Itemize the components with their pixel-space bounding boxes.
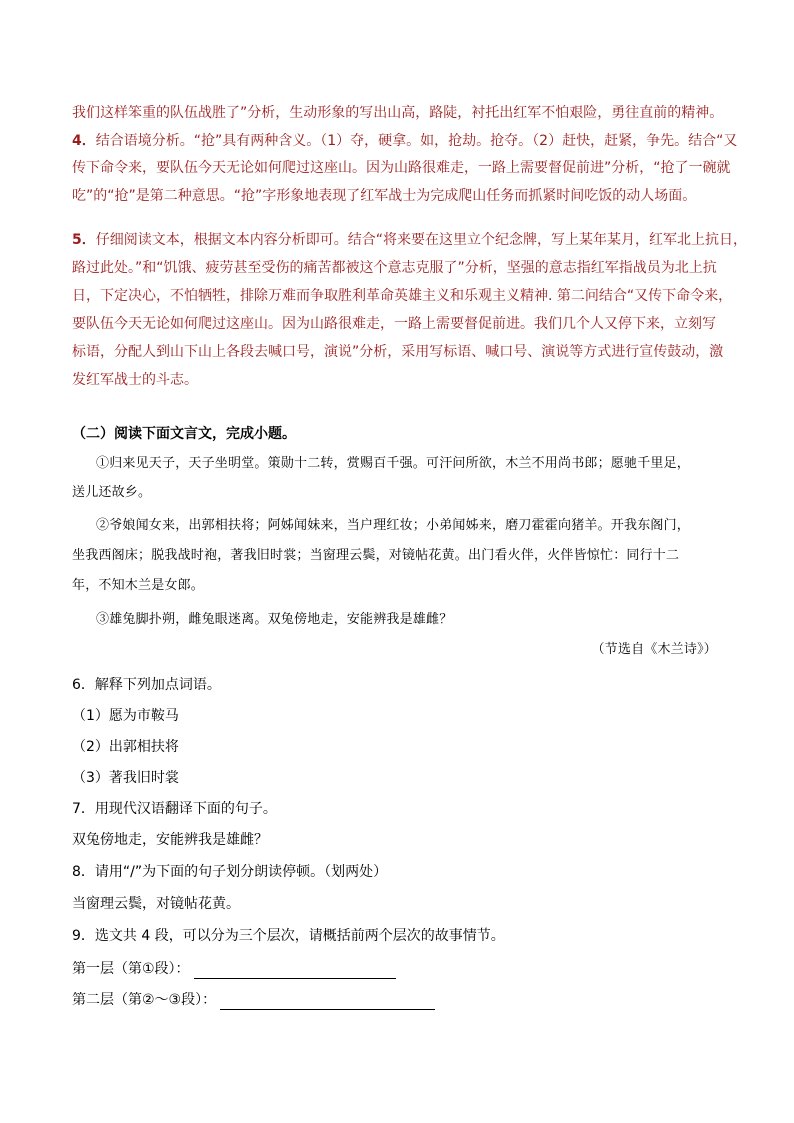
answer-4-line-2: 传下命令来，要队伍今天无论如何爬过这座山。因为山路很难走，一路上需要督促前进”分析，“抢了一碗就 [72, 160, 731, 176]
answer-number: 4． [72, 133, 96, 149]
section-heading: （二）阅读下面文言文，完成小题。 [72, 426, 296, 442]
answer-5-line-2: 路过此处。”和“饥饿、疲劳甚至受伤的痛苦都被这个意志克服了”分析，坚强的意志指红军指战员为北上抗 [72, 260, 717, 276]
question-7: 7．用现代汉语翻译下面的句子。 [72, 801, 277, 817]
question-6-item-1: （1）愿为市鞍马 [72, 708, 179, 724]
question-6: 6．解释下列加点词语。 [72, 677, 221, 693]
passage-para-2-line-3: 年，不知木兰是女郎。 [72, 578, 205, 593]
answer-row-1 [72, 959, 722, 979]
answer-4-line-1 [72, 131, 738, 151]
question-8-sentence: 当窗理云鬓，对镜帖花黄。 [72, 896, 240, 912]
answer-5-line-6: 发红军战士的斗志。 [72, 372, 198, 388]
passage-para-2-line-2: 坐我西阁床；脱我战时袍，著我旧时裳；当窗理云鬓，对镜帖花黄。出门看火伴，火伴皆惊忙：同行十二 [72, 548, 680, 563]
answer-4-line-3: 吃”的“抢”是第二种意思。“抢”字形象地表现了红军战士为完成爬山任务而抓紧时间吃饭的动人场面。 [72, 188, 697, 204]
passage-para-1-line-2: 送儿还故乡。 [72, 485, 152, 500]
question-6-item-3: （3）著我旧时裳 [72, 770, 179, 786]
passage-para-2-line-1: ②爷娘闻女来，出郭相扶将；阿姊闻妹来，当户理红妆；小弟闻姊来，磨刀霍霍向猪羊。开我东阁门， [96, 518, 691, 533]
question-7-sentence: 双兔傍地走，安能辨我是雄雌？ [72, 832, 268, 848]
analysis-line: 我们这样笨重的队伍战胜了”分析，生动形象的写出山高，路陡，衬托出红军不怕艰险，勇往直前的精神。 [72, 105, 724, 121]
answer-5-line-3: 日，下定决心，不怕牺牲，排除万难而争取胜利革命英雄主义和乐观主义精神. 第二问结合“又传下命令来， [72, 288, 733, 304]
answer-text: 结合语境分析。“抢”具有两种含义。（1）夺，硬拿。如，抢劫。抢夺。（2）赶快，赶紧，争先。结合“又 [95, 133, 738, 149]
answer-blank-2[interactable] [220, 995, 435, 1010]
answer-blank-1[interactable] [194, 964, 396, 979]
answer-5-line-4: 要队伍今天无论如何爬过这座山。因为山路很难走，一路上需要督促前进。我们几个人又停下来，立刻写 [72, 316, 716, 332]
question-8: 8．请用“/”为下面的句子划分朗读停顿。（划两处） [72, 864, 388, 880]
answer-row-2 [72, 990, 722, 1010]
answer-5-line-1 [72, 230, 748, 250]
answer-row-label: 第二层（第②～③段）： [72, 992, 217, 1008]
answer-row-label: 第一层（第①段）： [72, 961, 190, 977]
answer-5-line-5: 标语，分配人到山下山上各段去喊口号，演说”分析，采用写标语、喊口号、演说等方式进行宣传鼓动，激 [72, 344, 724, 360]
passage-para-3: ③雄兔脚扑朔，雌兔眼迷离。双兔傍地走，安能辨我是雄雌？ [96, 612, 453, 627]
question-9: 9．选文共 4 段，可以分为三个层次，请概括前两个层次的故事情节。 [72, 928, 505, 944]
passage-para-1-line-1: ①归来见天子，天子坐明堂。策勋十二转，赏赐百千强。可汗问所欲，木兰不用尚书郎；愿驰千里足， [96, 456, 691, 471]
answer-text: 仔细阅读文本，根据文本内容分析即可。结合“将来要在这里立个纪念牌，写上某年某月，红军北上抗日， [95, 232, 748, 248]
passage-source: （节选自《木兰诗》） [591, 642, 717, 657]
question-6-item-2: （2）出郭相扶将 [72, 739, 179, 755]
answer-number: 5． [72, 232, 96, 248]
